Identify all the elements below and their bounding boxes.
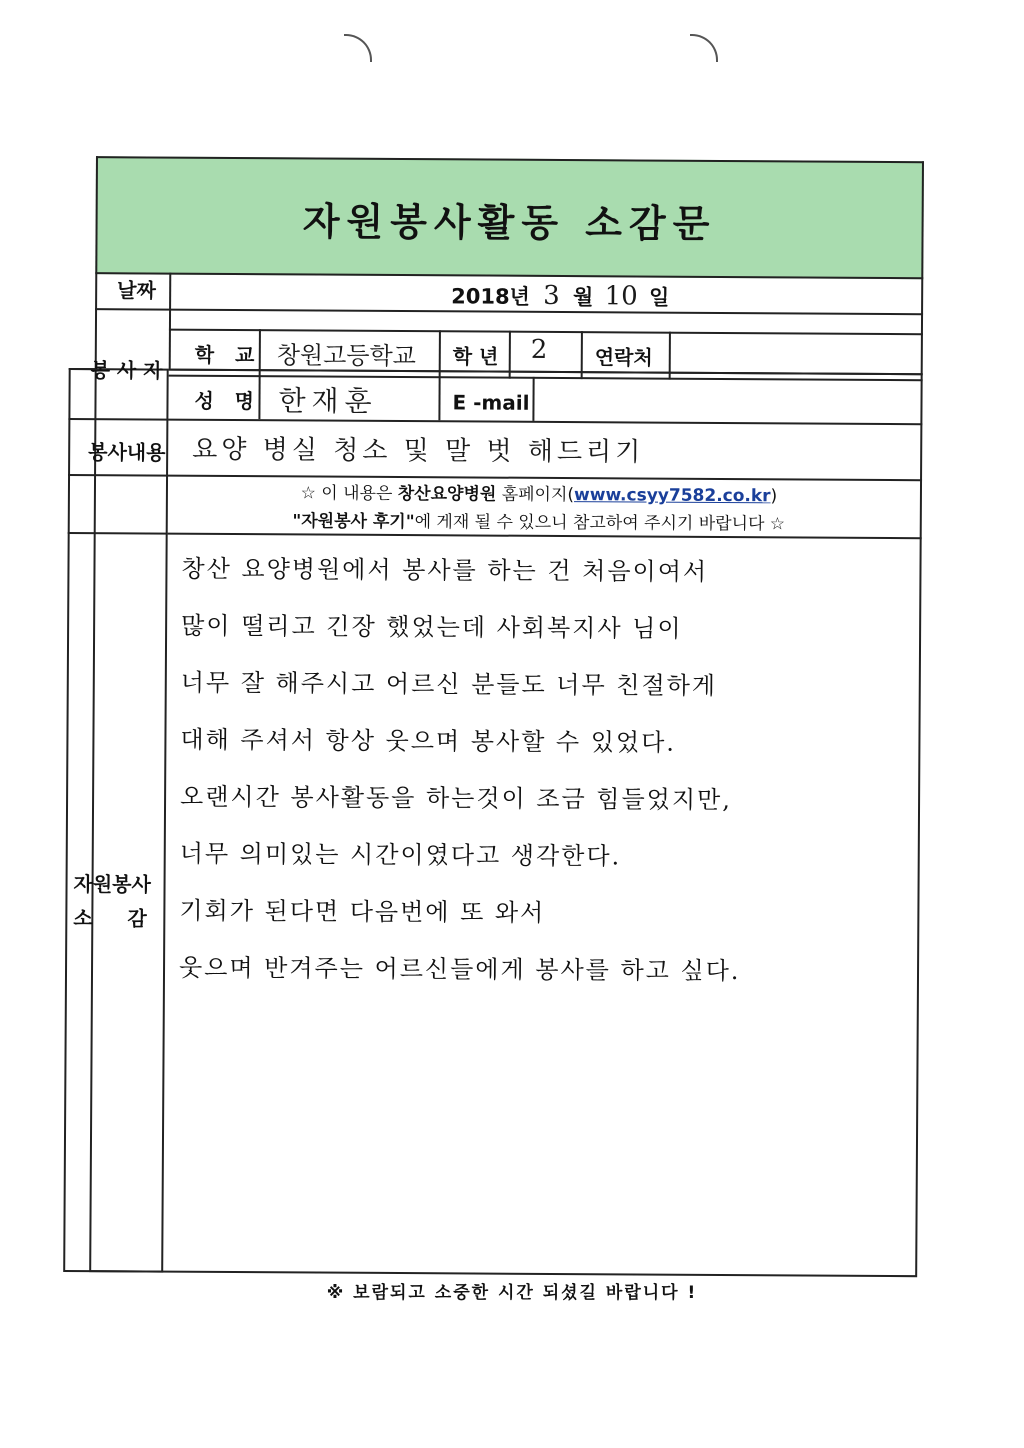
label-column	[63, 368, 169, 1273]
date-label: 날짜	[117, 278, 156, 303]
grid-line	[669, 332, 671, 380]
reflection-line: 기회가 된다면 다음번에 또 와서	[179, 896, 546, 927]
reflection-line: 오랜시간 봉사활동을 하는것이 조금 힘들었지만,	[180, 782, 732, 815]
name-value: 한재훈	[278, 384, 378, 418]
reflection-body	[179, 541, 922, 1002]
reflection-line: 너무 잘 해주시고 어르신 분들도 너무 친절하게	[180, 668, 718, 700]
activity-value: 요양 병실 청소 및 말 벗 해드리기	[192, 434, 645, 468]
date-day-unit: 일	[648, 285, 670, 310]
notice-suffix: )	[770, 486, 778, 507]
reflection-label-line-2: 소 감	[73, 906, 147, 931]
reflection-line: 많이 떨리고 긴장 했었는데 사회복지사 님이	[181, 611, 683, 643]
volunteer-reflection-form	[63, 156, 924, 1277]
contact-label: 연락처	[594, 345, 653, 370]
activity-label: 봉사내용	[88, 440, 166, 465]
notice-url: www.csyy7582.co.kr	[574, 485, 771, 507]
grid-line	[532, 377, 534, 421]
form-title-band	[95, 156, 924, 279]
reflection-line: 창산 요양병원에서 봉사를 하는 건 처음이여서	[181, 554, 709, 586]
reflection-line: 대해 주셔서 항상 웃으며 봉사할 수 있었다.	[180, 725, 677, 757]
grid-line	[509, 331, 511, 379]
email-label: E -mail	[452, 390, 530, 415]
form-title: 자원봉사활동 소감문	[302, 198, 717, 246]
notice-mid: 홈페이지(	[496, 484, 575, 506]
grade-label: 학 년	[452, 344, 499, 369]
notice-prefix: ☆ 이 내용은	[300, 483, 398, 505]
reflection-label-line-1: 자원봉사	[73, 872, 151, 897]
date-month: 3	[543, 280, 560, 311]
school-value: 창원고등학교	[276, 341, 416, 371]
notice-highlight: "자원봉사 후기"	[292, 511, 415, 533]
footer-message: ※ 보람되고 소중한 시간 되셨길 바랍니다 !	[326, 1283, 698, 1303]
volunteer-label: 봉 사 자	[90, 358, 163, 383]
notice-line-2	[164, 507, 914, 540]
notice-rest: 에 게재 될 수 있으니 참고하여 주시기 바랍니다 ☆	[414, 512, 786, 535]
grid-line	[581, 331, 583, 379]
school-label: 학 교	[194, 342, 255, 368]
date-year: 2018년	[451, 284, 530, 309]
grade-value: 2	[530, 334, 548, 365]
reflection-line: 너무 의미있는 시간이였다고 생각한다.	[179, 839, 622, 871]
date-value	[451, 280, 669, 311]
name-label: 성 명	[194, 388, 255, 414]
notice-line-1	[164, 479, 914, 512]
date-month-unit: 월	[572, 285, 594, 310]
punch-hole-mark	[690, 34, 718, 62]
date-day: 10	[604, 281, 638, 312]
notice-text	[164, 479, 914, 540]
notice-hospital: 창산요양병원	[397, 484, 497, 505]
reflection-line: 웃으며 반겨주는 어르신들에게 봉사를 하고 싶다.	[178, 953, 741, 986]
punch-hole-mark	[344, 34, 372, 62]
